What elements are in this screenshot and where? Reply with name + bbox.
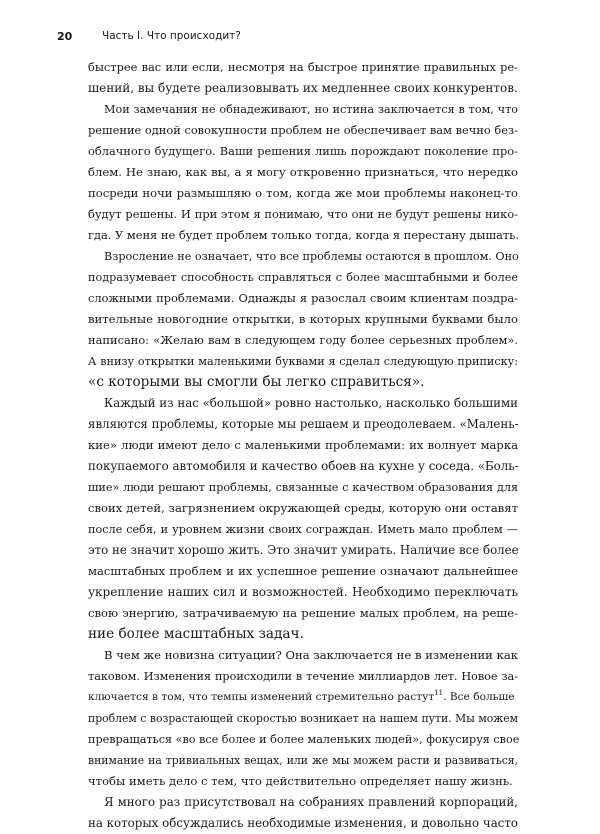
text-line: написано: «Желаю вам в следующем году более серьезных проблем». — [88, 333, 518, 347]
paragraph-1 — [88, 57, 518, 99]
text-line: Взросление не означает, что все проблемы остаются в прошлом. Оно — [104, 250, 519, 263]
text-line: являются проблемы, которые мы решаем и преодолеваем. «Малень- — [88, 417, 519, 431]
body-text — [88, 57, 518, 834]
text-line: облачного будущего. Ваши решения лишь порождают поколение про- — [88, 144, 518, 158]
text-line: «с которыми вы смогли бы легко справиться». — [88, 374, 425, 390]
footnote-reference[interactable]: 11 — [434, 689, 444, 697]
text-line: после себя, и уровнем жизни своих сограждан. Иметь мало проблем — — [88, 523, 518, 536]
text-line: превращаться «во все более и более маленьких людей», фокусируя свое — [88, 733, 520, 746]
text-line: В чем же новизна ситуации? Она заключается не в изменении как — [104, 648, 518, 662]
paragraph-6 — [88, 792, 518, 834]
text-line: блем. Не знаю, как вы, а я могу откровенно признаться, что нередко — [88, 165, 518, 179]
text-line: быстрее вас или если, несмотря на быстрое принятие правильных ре- — [88, 60, 518, 74]
text-line: шений, вы будете реализовывать их медленнее своих конкурентов. — [88, 81, 518, 95]
paragraph-4 — [88, 393, 518, 645]
text-line-with-footnote — [88, 687, 518, 708]
running-head: Часть I. Что происходит? — [102, 30, 241, 42]
text-line: ние более масштабных задач. — [88, 626, 304, 642]
text-line: решение одной совокупности проблем не обеспечивает вам вечно без- — [88, 123, 518, 137]
text-segment: ключается в том, что темпы изменений стремительно растут — [88, 691, 435, 703]
text-line: чтобы иметь дело с тем, что действительно определяет нашу жизнь. — [88, 774, 513, 788]
text-line: масштабных проблем и их успешное решение означают дальнейшее — [88, 564, 518, 578]
text-line: внимание на тривиальных вещах, или же мы можем расти и развиваться, — [88, 754, 518, 767]
text-line: покупаемого автомобиля и качество обоев на кухне у соседа. «Боль- — [88, 459, 519, 473]
page-header — [57, 30, 527, 46]
text-line: гда. У меня не будет проблем только тогда, когда я перестану дышать. — [88, 228, 519, 242]
text-line: А внизу открытки маленькими буквами я сделал следующую приписку: — [88, 355, 518, 368]
text-line: проблем с возрастающей скоростью возникает на нашем пути. Мы можем — [88, 712, 518, 725]
paragraph-5 — [88, 645, 518, 792]
page-number: 20 — [57, 30, 73, 43]
text-line: Мои замечания не обнадеживают, но истина заключается в том, что — [104, 103, 518, 116]
text-line: таковом. Изменения происходили в течение миллиардов лет. Новое за- — [88, 670, 518, 683]
paragraph-2 — [88, 99, 518, 246]
text-line: вительные новогодние открытки, в которых крупными буквами было — [88, 312, 518, 326]
text-segment: . Все больше — [443, 691, 515, 703]
text-line: Каждый из нас «большой» ровно настолько, насколько большими — [104, 396, 518, 410]
text-line: будут решены. И при этом я понимаю, что они не будут решены нико- — [88, 207, 518, 221]
text-line: подразумевает способность справляться с более масштабными и более — [88, 271, 518, 284]
text-line: Я много раз присутствовал на собраниях правлений корпораций, — [104, 795, 518, 809]
text-line: шие» люди решают проблемы, связанные с качеством образования для — [88, 481, 518, 494]
text-line: свою энергию, затрачиваемую на решение малых проблем, на реше- — [88, 606, 518, 620]
text-line: укрепление наших сил и возможностей. Необходимо переключать — [88, 585, 518, 599]
text-line: сложными проблемами. Однажды я разослал своим клиентам поздра- — [88, 291, 518, 305]
text-line: это не значит хорошо жить. Это значит умирать. Наличие все более — [88, 543, 519, 557]
text-line: на которых обсуждались необходимые изменения, и довольно часто — [88, 816, 518, 830]
text-line: своих детей, загрязнением окружающей среды, которую они оставят — [88, 501, 518, 515]
paragraph-3 — [88, 246, 518, 393]
text-line: кие» люди имеют дело с маленькими проблемами: их волнует марка — [88, 438, 518, 452]
text-line: посреди ночи размышляю о том, когда же мои проблемы наконец-то — [88, 186, 518, 200]
